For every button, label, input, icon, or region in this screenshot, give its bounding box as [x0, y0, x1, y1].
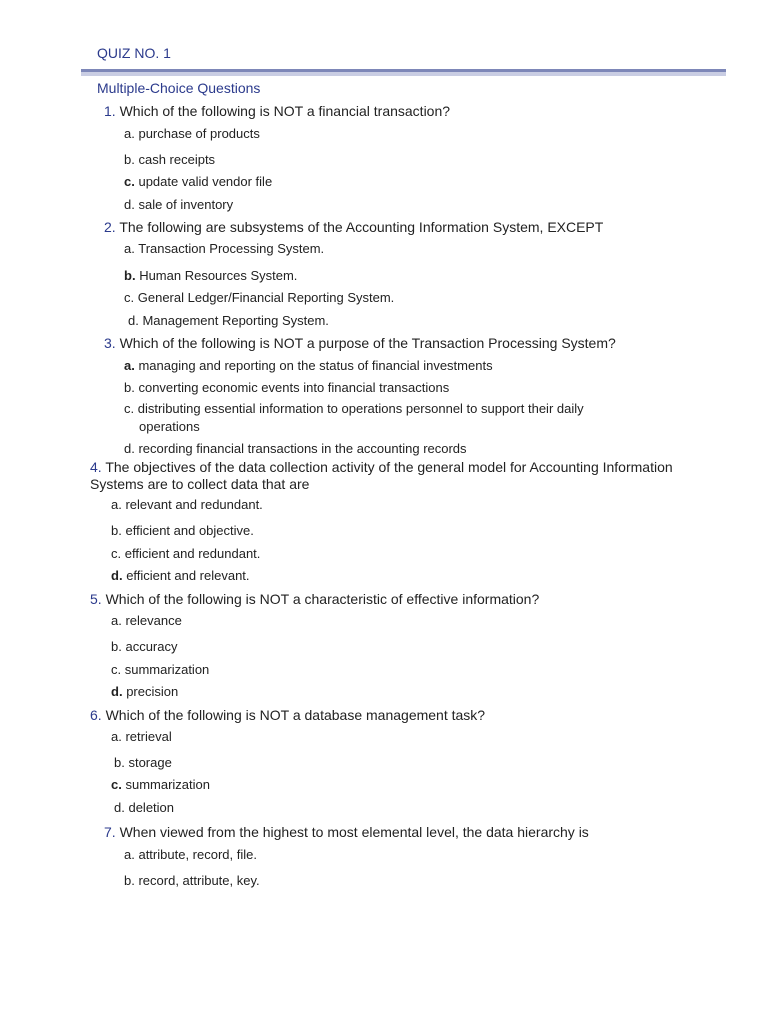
option-4c: c. efficient and redundant.	[111, 546, 261, 561]
option-6b: b. storage	[114, 755, 172, 770]
question-4-continued: Systems are to collect data that are	[90, 476, 310, 492]
option-2c: c. General Ledger/Financial Reporting System.	[124, 290, 395, 305]
option-3c: c. distributing essential information to operations personnel to support their daily	[124, 401, 584, 416]
option-7b: b. record, attribute, key.	[124, 873, 260, 888]
option-5c: c. summarization	[111, 662, 210, 677]
option-4d: d. efficient and relevant.	[111, 568, 250, 583]
option-2a: a. Transaction Processing System.	[124, 241, 325, 256]
option-1d: d. sale of inventory	[124, 197, 234, 212]
question-6: 6. Which of the following is NOT a database management task?	[90, 707, 486, 723]
option-5b: b. accuracy	[111, 639, 178, 654]
option-6c: c. summarization	[111, 777, 210, 792]
option-1c: c. update valid vendor file	[124, 174, 273, 189]
option-1b: b. cash receipts	[124, 152, 216, 167]
option-3b: b. converting economic events into financial transactions	[124, 380, 450, 395]
option-6a: a. retrieval	[111, 729, 172, 744]
question-4: 4. The objectives of the data collection activity of the general model for Accounting Information	[90, 459, 673, 475]
quiz-title: QUIZ NO. 1	[97, 45, 171, 61]
option-5d: d. precision	[111, 684, 179, 699]
option-2b: b. Human Resources System.	[124, 268, 298, 283]
question-1: 1. Which of the following is NOT a financial transaction?	[104, 103, 451, 119]
option-2d: d. Management Reporting System.	[128, 313, 329, 328]
question-2: 2. The following are subsystems of the Accounting Information System, EXCEPT	[104, 219, 604, 235]
header-divider	[81, 69, 726, 76]
option-7a: a. attribute, record, file.	[124, 847, 257, 862]
option-4b: b. efficient and objective.	[111, 523, 254, 538]
question-3: 3. Which of the following is NOT a purpose of the Transaction Processing System?	[104, 335, 616, 351]
option-3a: a. managing and reporting on the status of financial investments	[124, 358, 493, 373]
question-5: 5. Which of the following is NOT a characteristic of effective information?	[90, 591, 540, 607]
section-heading: Multiple-Choice Questions	[97, 80, 261, 96]
option-6d: d. deletion	[114, 800, 175, 815]
option-4a: a. relevant and redundant.	[111, 497, 263, 512]
question-7: 7. When viewed from the highest to most elemental level, the data hierarchy is	[104, 824, 589, 840]
option-5a: a. relevance	[111, 613, 182, 628]
option-3d: d. recording financial transactions in the accounting records	[124, 441, 467, 456]
option-3c-continued: operations	[139, 419, 200, 434]
option-1a: a. purchase of products	[124, 126, 260, 141]
